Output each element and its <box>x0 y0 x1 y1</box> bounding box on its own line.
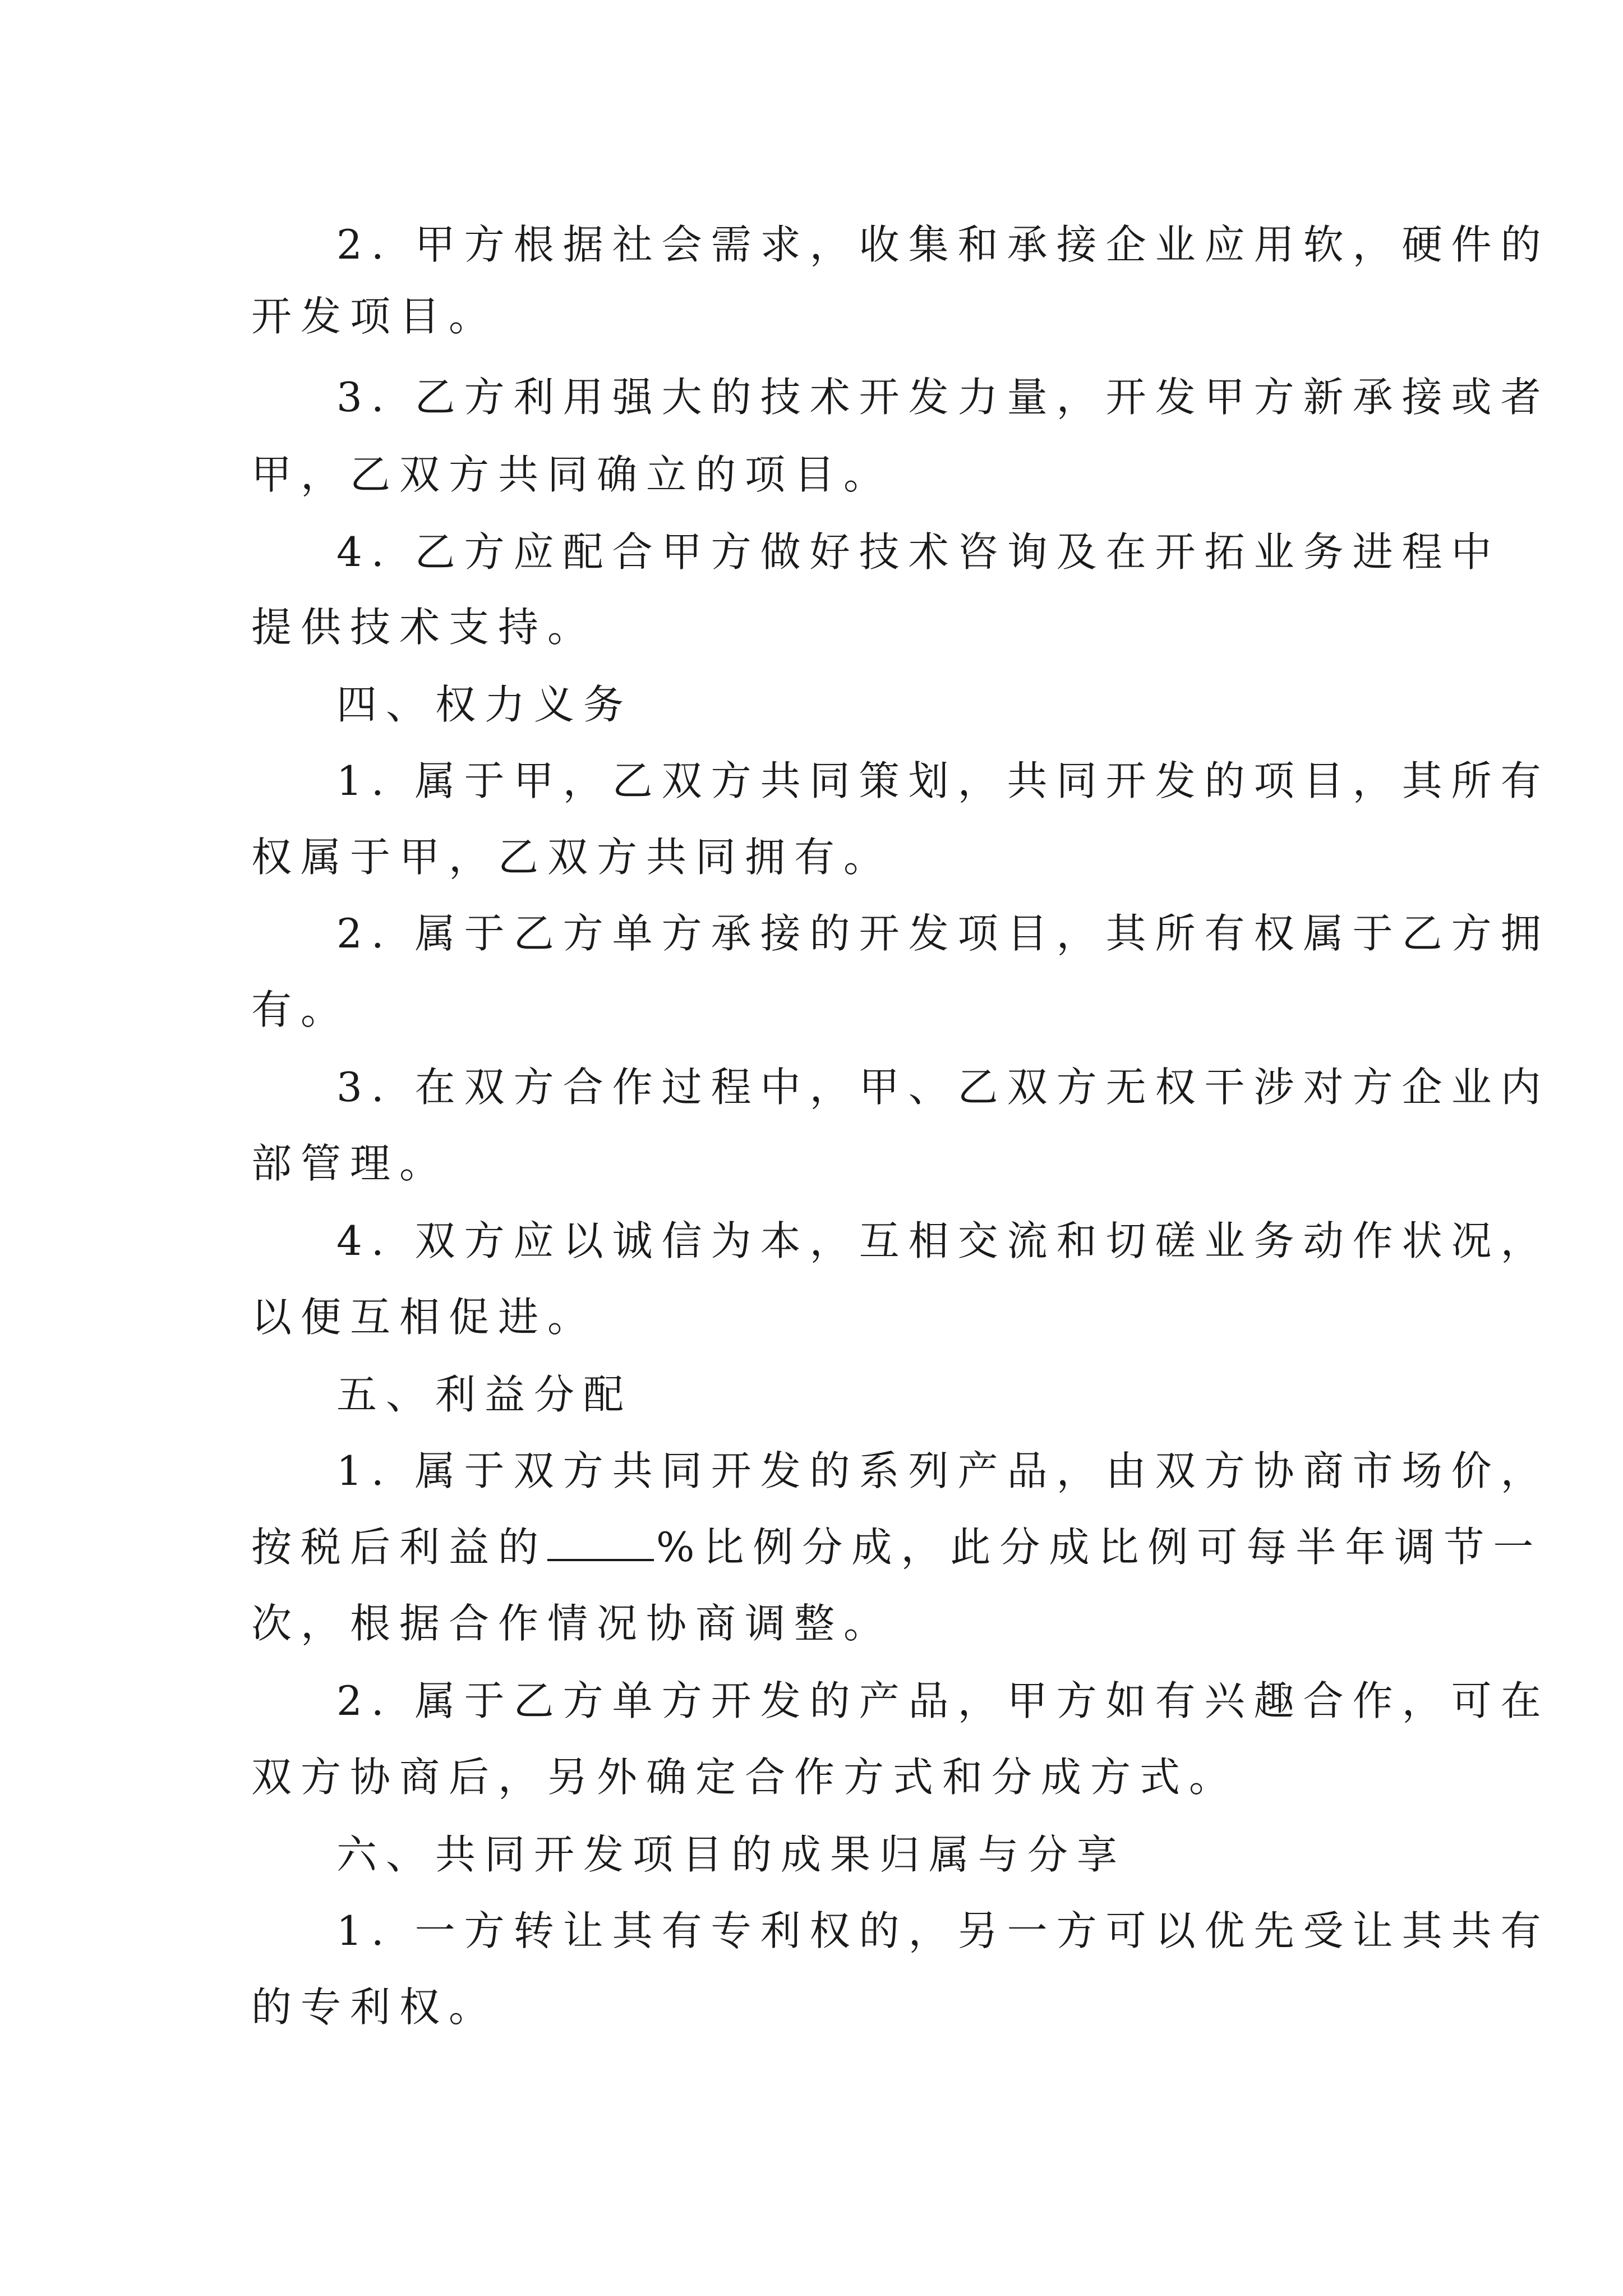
clause-3-line-2: 甲，乙双方共同确立的项目。 <box>251 451 893 498</box>
profit-clause-2-line-2: 双方协商后，另外确定合作方式和分成方式。 <box>251 1754 1239 1801</box>
rights-clause-4-line-1: 4. 双方应以诚信为本，互相交流和切磋业务动作状况， <box>336 1217 1550 1264</box>
profit-clause-2-line-1: 2. 属于乙方单方开发的产品，甲方如有兴趣合作，可在 <box>336 1677 1550 1724</box>
profit-clause-1-line-2-suffix: %比例分成，此分成比例可每半年调节一 <box>656 1524 1543 1571</box>
rights-clause-3-line-1: 3. 在双方合作过程中，甲、乙双方无权干涉对方企业内 <box>336 1064 1550 1111</box>
rights-clause-2-line-2: 有。 <box>251 986 351 1033</box>
profit-clause-1-line-1: 1. 属于双方共同开发的系列产品，由双方协商市场价， <box>336 1447 1550 1494</box>
clause-3-line-1: 3. 乙方利用强大的技术开发力量，开发甲方新承接或者 <box>336 374 1550 421</box>
clause-2-line-2: 开发项目。 <box>251 293 499 340</box>
clause-4-line-1: 4. 乙方应配合甲方做好技术咨询及在开拓业务进程中 <box>336 528 1501 576</box>
section-4-heading: 四、权力义务 <box>336 681 633 728</box>
rights-clause-1-line-1: 1. 属于甲，乙双方共同策划，共同开发的项目，其所有 <box>336 757 1550 804</box>
rights-clause-1-line-2: 权属于甲，乙双方共同拥有。 <box>251 834 893 881</box>
section-6-heading: 六、共同开发项目的成果归属与分享 <box>336 1831 1127 1878</box>
clause-4-line-2: 提供技术支持。 <box>251 604 597 651</box>
rights-clause-2-line-1: 2. 属于乙方单方承接的开发项目，其所有权属于乙方拥 <box>336 910 1550 957</box>
percentage-blank-field[interactable] <box>547 1527 654 1561</box>
profit-clause-1-line-2 <box>251 1524 1543 1571</box>
ownership-clause-1-line-2: 的专利权。 <box>251 1984 499 2031</box>
section-5-heading: 五、利益分配 <box>336 1371 633 1418</box>
profit-clause-1-line-2-prefix: 按税后利益的 <box>251 1524 548 1571</box>
clause-2-line-1: 2. 甲方根据社会需求，收集和承接企业应用软，硬件的 <box>336 221 1550 268</box>
ownership-clause-1-line-1: 1. 一方转让其有专利权的，另一方可以优先受让其共有 <box>336 1907 1550 1954</box>
rights-clause-3-line-2: 部管理。 <box>251 1140 449 1187</box>
rights-clause-4-line-2: 以便互相促进。 <box>251 1294 597 1341</box>
profit-clause-1-line-3: 次，根据合作情况协商调整。 <box>251 1600 893 1647</box>
